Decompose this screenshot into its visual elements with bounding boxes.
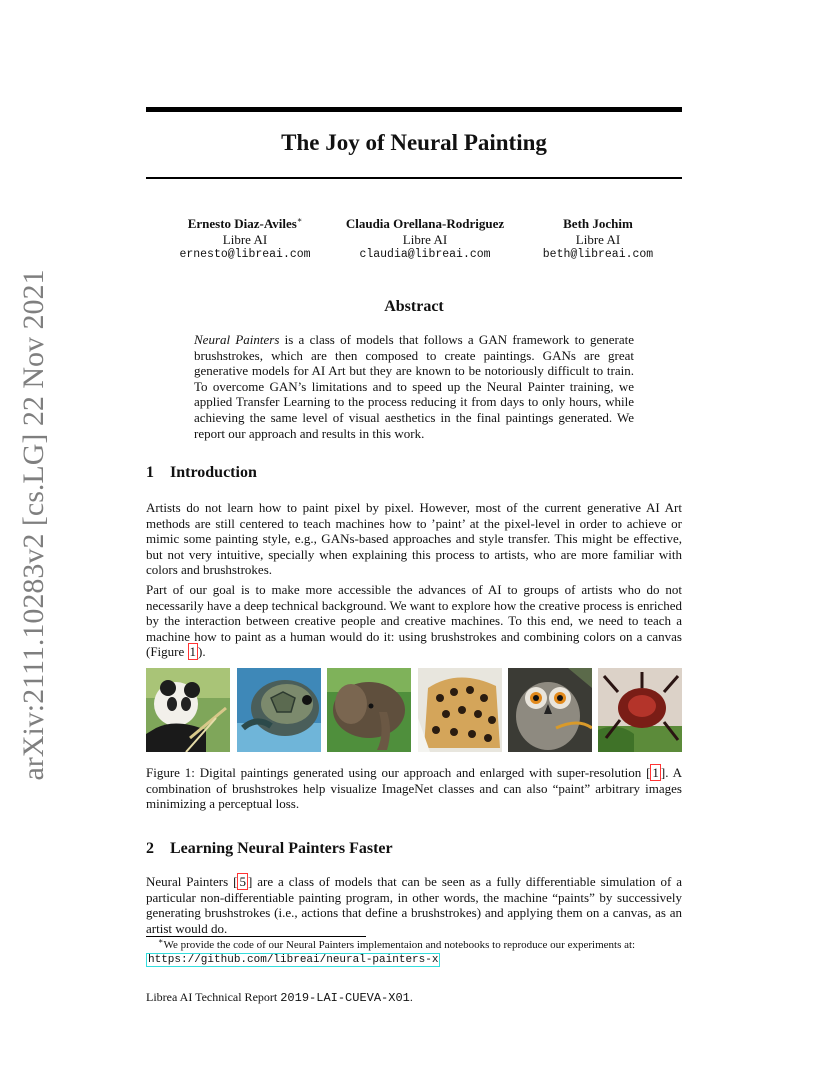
author-name: Ernesto Diaz-Aviles	[187, 216, 297, 231]
paper-title: The Joy of Neural Painting	[281, 130, 547, 155]
author-name: Claudia Orellana-Rodriguez	[345, 216, 505, 231]
caption-text: Figure 1: Digital paintings generated using our approach and enlarged with super-resolution [	[146, 765, 651, 780]
footnote-text: We provide the code of our Neural Painters implementaion and notebooks to reproduce our experiments at:	[163, 939, 636, 951]
paragraph-text: Neural Painters [	[146, 874, 238, 889]
section-number: 2	[146, 840, 154, 857]
report-code: 2019-LAI-CUEVA-X01	[280, 991, 410, 1005]
footer-prefix: Librea AI Technical Report	[146, 990, 281, 1004]
section-1-heading	[146, 464, 257, 482]
author-name: Beth Jochim	[563, 216, 633, 231]
abstract-heading: Abstract	[384, 298, 444, 315]
github-url-link[interactable]: https://github.com/libreai/neural-painters-x	[148, 954, 439, 966]
section-title: Learning Neural Painters Faster	[170, 840, 393, 857]
author-affiliation: Libre AI	[222, 231, 268, 247]
figure-image-beetle	[598, 668, 682, 752]
arxiv-sidebar: arXiv:2111.10283v2 [cs.LG] 22 Nov 2021	[17, 269, 50, 781]
author-affiliation: Libre AI	[402, 231, 448, 247]
abstract-text	[194, 332, 634, 441]
author-2	[330, 216, 520, 263]
caption-text: ]. A combination of brushstrokes help visualize ImageNet classes and can also “paint” arbitrary images minimizing a perceptual loss.	[146, 765, 683, 812]
section-number: 1	[146, 464, 154, 481]
abstract-lead: Neural Painters	[194, 332, 280, 347]
figure-reference-link[interactable]: 1	[189, 644, 197, 660]
top-thick-rule	[146, 107, 682, 112]
author-email: beth@libreai.com	[542, 248, 654, 261]
footnote-rule	[146, 936, 366, 937]
section-title: Introduction	[170, 464, 257, 481]
figure-image-elephant	[327, 668, 411, 752]
author-1	[165, 216, 325, 263]
footnote	[146, 938, 682, 967]
author-3	[528, 216, 668, 263]
report-footer	[146, 990, 413, 1005]
intro-paragraph-1: Artists do not learn how to paint pixel by pixel. However, most of the current generative AI Art methods are still centered to teach machines how to ’paint’ at the pixel-level in order to achieve or mimic some painting style, e.g., GANs-based approaches and style transfer. This might be effective, but not very intuitive, specially when explaining this process to artists, who are more familiar with colors and brushstrokes.	[146, 500, 682, 578]
footer-suffix: .	[409, 990, 413, 1004]
abstract-body: is a class of models that follows a GAN framework to generate brushstrokes, which are then composed to create paintings. GANs are great generative models for AI Art but they are known to be notoriously difficult to train. To overcome GAN’s limitations and to speed up the Neural Painter training, we applied Transfer Learning to the process reducing it from days to only hours, while achieving the same level of visual aesthetics in the final paintings generated. We report our approach and results in this work.	[194, 332, 634, 441]
paragraph-text: ] are a class of models that can be seen as a fully differentiable simulation of a particular non-differentiable painting program, in other words, the machine “paints” by successively generating brushstrokes (i.e., actions that define a brushstrokes) and applying them on a canvas, as an artist would do.	[146, 874, 682, 936]
section-2-paragraph-1	[146, 874, 682, 936]
figure-1-caption	[146, 765, 682, 812]
author-affiliation: Libre AI	[575, 231, 621, 247]
author-email: ernesto@libreai.com	[179, 248, 311, 261]
citation-link[interactable]: 5	[239, 874, 246, 889]
paragraph-text: Part of our goal is to make more accessible the advances of AI to groups of artists who do not necessarily have a deep technical background. We want to explore how the creative process is enriched by the interaction between creative people and creative machines. To this end, we need to teach a machine how to paint as a human would do it: using brushstrokes and combining colors on a canvas (Figure	[146, 582, 682, 660]
intro-paragraph-2	[146, 582, 682, 660]
author-email: claudia@libreai.com	[359, 248, 491, 261]
figure-image-owl	[508, 668, 592, 752]
paragraph-text: ).	[198, 644, 206, 660]
section-2-heading	[146, 840, 393, 858]
footnote-mark: ∗	[158, 936, 164, 946]
figure-image-leopard	[418, 668, 502, 752]
figure-image-panda	[146, 668, 230, 752]
figure-image-sea-turtle	[237, 668, 321, 752]
author-footnote-mark: ∗	[296, 215, 303, 225]
citation-link[interactable]: 1	[652, 765, 659, 780]
title-bottom-rule	[146, 177, 682, 179]
